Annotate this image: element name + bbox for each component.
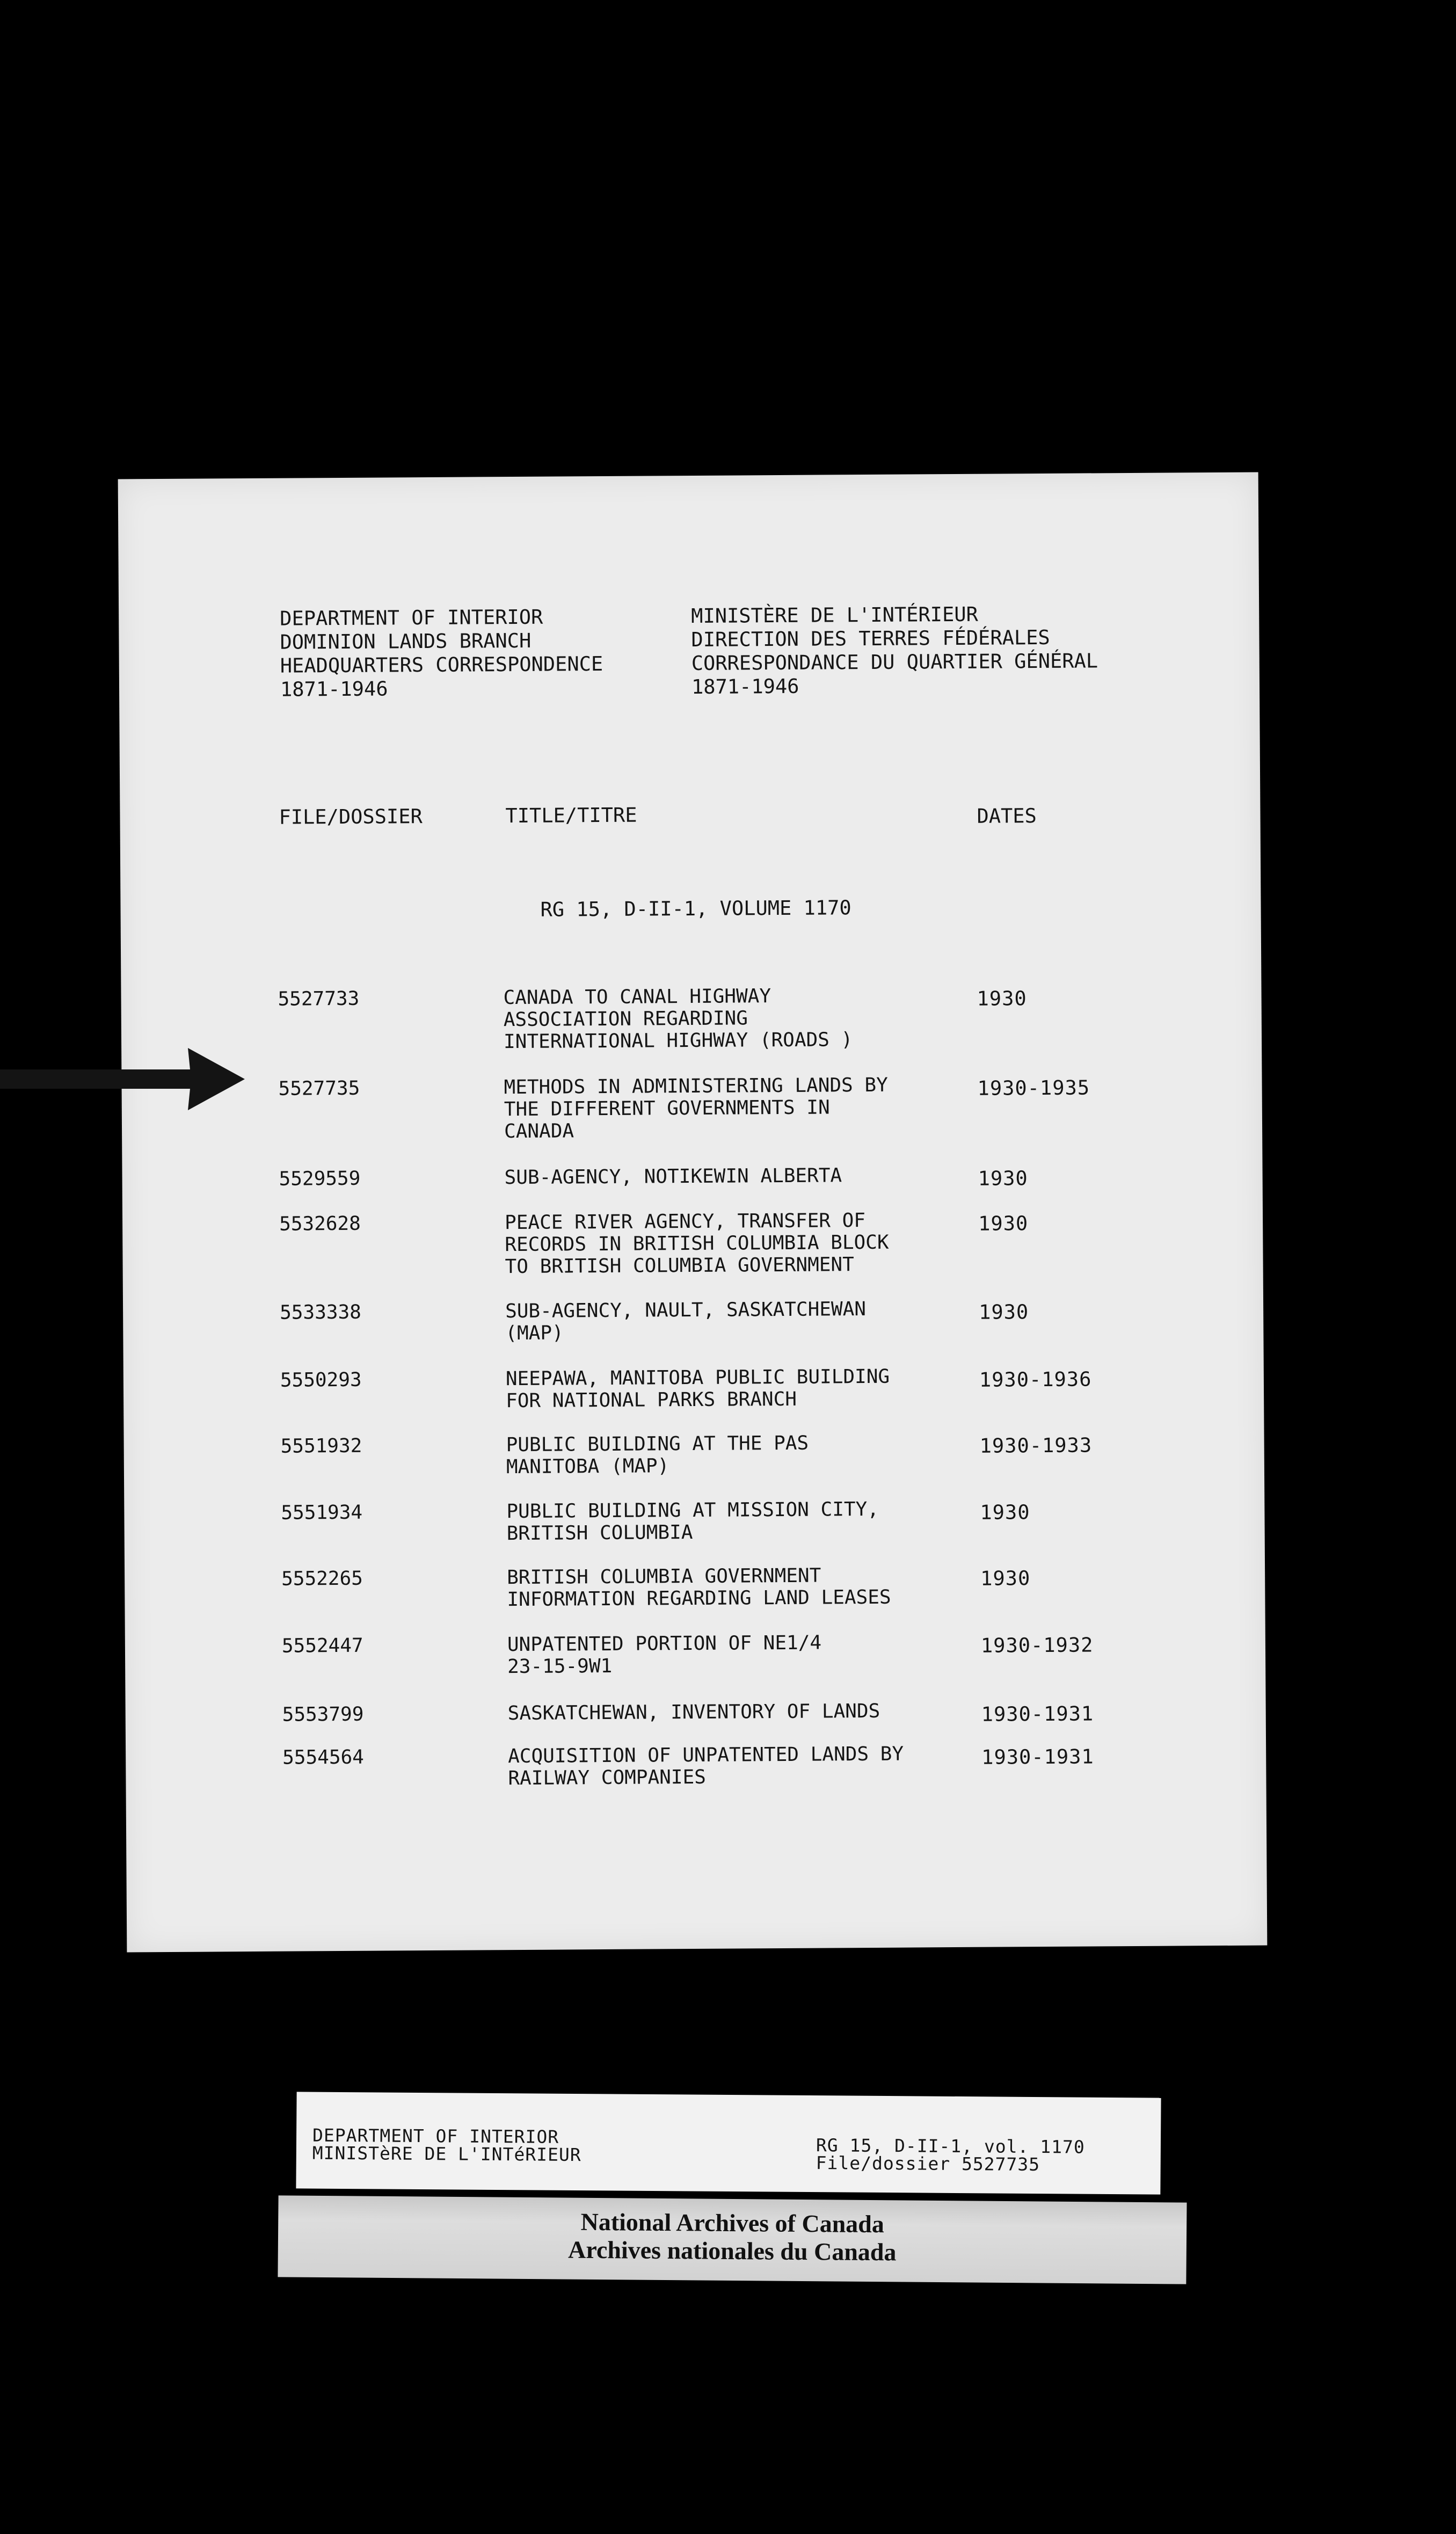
table-row (125, 1629, 1265, 1678)
file-title: CANADA TO CANAL HIGHWAY ASSOCIATION REGARDING INTERNATIONAL HIGHWAY (ROADS ) (503, 985, 853, 1053)
file-title: NEEPAWA, MANITOBA PUBLIC BUILDING FOR NATIONAL PARKS BRANCH (505, 1365, 890, 1412)
label-line: File/dossier 5527735 (816, 2152, 1040, 2175)
table-row (124, 1430, 1264, 1479)
file-reference-label (296, 2092, 1161, 2194)
label-line: MINISTèRE DE L'INTéRIEUR (312, 2142, 581, 2166)
file-title: SASKATCHEWAN, INVENTORY OF LANDS (507, 1700, 880, 1725)
file-dates: 1930 (980, 1567, 1031, 1590)
column-header-dates: DATES (977, 804, 1037, 828)
file-dates: 1930-1931 (981, 1745, 1094, 1769)
file-title: METHODS IN ADMINISTERING LANDS BY THE DIFFERENT GOVERNMENTS IN CANADA (504, 1074, 888, 1143)
file-number: 5550293 (280, 1368, 362, 1392)
file-number: 5533338 (280, 1301, 361, 1324)
file-dates: 1930-1931 (981, 1702, 1094, 1726)
header-line: CORRESPONDANCE DU QUARTIER GÉNÉRAL (691, 649, 1098, 675)
document-page (118, 472, 1268, 1953)
file-dates: 1930 (978, 1212, 1029, 1235)
file-title: ACQUISITION OF UNPATENTED LANDS BY RAILWAY COMPANIES (508, 1743, 904, 1790)
file-number: 5529559 (279, 1167, 361, 1190)
file-number: 5551934 (281, 1501, 363, 1524)
header-line: 1871-1946 (691, 674, 799, 698)
file-title: UNPATENTED PORTION OF NE1/4 23-15-9W1 (507, 1632, 822, 1678)
file-dates: 1930 (980, 1501, 1030, 1524)
table-row (123, 1364, 1264, 1412)
file-number: 5554564 (282, 1746, 365, 1769)
table-row (126, 1741, 1266, 1790)
file-title: PEACE RIVER AGENCY, TRANSFER OF RECORDS IN BRITISH COLUMBIA BLOCK TO BRITISH COLUMBIA GOVERNMENT (504, 1210, 889, 1278)
volume-reference: RG 15, D-II-1, VOLUME 1170 (540, 896, 851, 921)
header-line: HEADQUARTERS CORRESPONDENCE (280, 652, 603, 678)
file-title: SUB-AGENCY, NAULT, SASKATCHEWAN (MAP) (505, 1298, 867, 1345)
file-list (118, 472, 1268, 1953)
table-row (121, 982, 1261, 1053)
archive-label (278, 2195, 1186, 2284)
label-line: DEPARTMENT OF INTERIOR (312, 2124, 559, 2147)
file-dates: 1930-1932 (980, 1633, 1094, 1657)
header-line: DOMINION LANDS BRANCH (280, 629, 532, 654)
header-line: DIRECTION DES TERRES FÉDÉRALES (691, 625, 1050, 651)
file-number: 5552447 (281, 1634, 363, 1657)
file-title: PUBLIC BUILDING AT MISSION CITY, BRITISH COLUMBIA (506, 1498, 879, 1545)
file-dates: 1930 (978, 1167, 1028, 1190)
file-number: 5553799 (282, 1703, 364, 1726)
file-dates: 1930-1935 (977, 1076, 1090, 1100)
file-title: SUB-AGENCY, NOTIKEWIN ALBERTA (504, 1164, 842, 1189)
file-title: BRITISH COLUMBIA GOVERNMENT INFORMATION REGARDING LAND LEASES (507, 1564, 891, 1611)
header-line: DEPARTMENT OF INTERIOR (280, 605, 543, 630)
file-number: 5552265 (281, 1567, 363, 1590)
file-dates: 1930 (977, 987, 1027, 1010)
file-number: 5551932 (280, 1435, 362, 1458)
table-row (121, 1072, 1262, 1143)
table-row (123, 1296, 1263, 1345)
table-row (125, 1562, 1265, 1611)
arrow-right-icon (0, 1044, 252, 1113)
archive-name-english: National Archives of Canada (580, 2208, 885, 2238)
file-dates: 1930-1933 (979, 1433, 1093, 1458)
archive-name-french: Archives nationales du Canada (567, 2236, 897, 2266)
header-line: MINISTÈRE DE L'INTÉRIEUR (691, 602, 978, 628)
table-row (122, 1207, 1263, 1278)
table-row (124, 1496, 1264, 1545)
column-header-file: FILE/DOSSIER (279, 805, 423, 829)
file-dates: 1930 (979, 1300, 1029, 1324)
file-number: 5527733 (278, 987, 360, 1010)
label-line: RG 15, D-II-1, vol. 1170 (816, 2135, 1085, 2158)
file-dates: 1930-1936 (979, 1367, 1092, 1392)
table-row (126, 1698, 1266, 1726)
label-department (312, 2124, 581, 2166)
file-number: 5527735 (278, 1077, 360, 1100)
column-header-title: TITLE/TITRE (505, 803, 637, 828)
file-title: PUBLIC BUILDING AT THE PAS MANITOBA (MAP) (506, 1432, 809, 1479)
label-reference (816, 2136, 1085, 2173)
header-line: 1871-1946 (280, 677, 388, 701)
table-row (122, 1162, 1262, 1190)
file-number: 5532628 (279, 1212, 361, 1235)
